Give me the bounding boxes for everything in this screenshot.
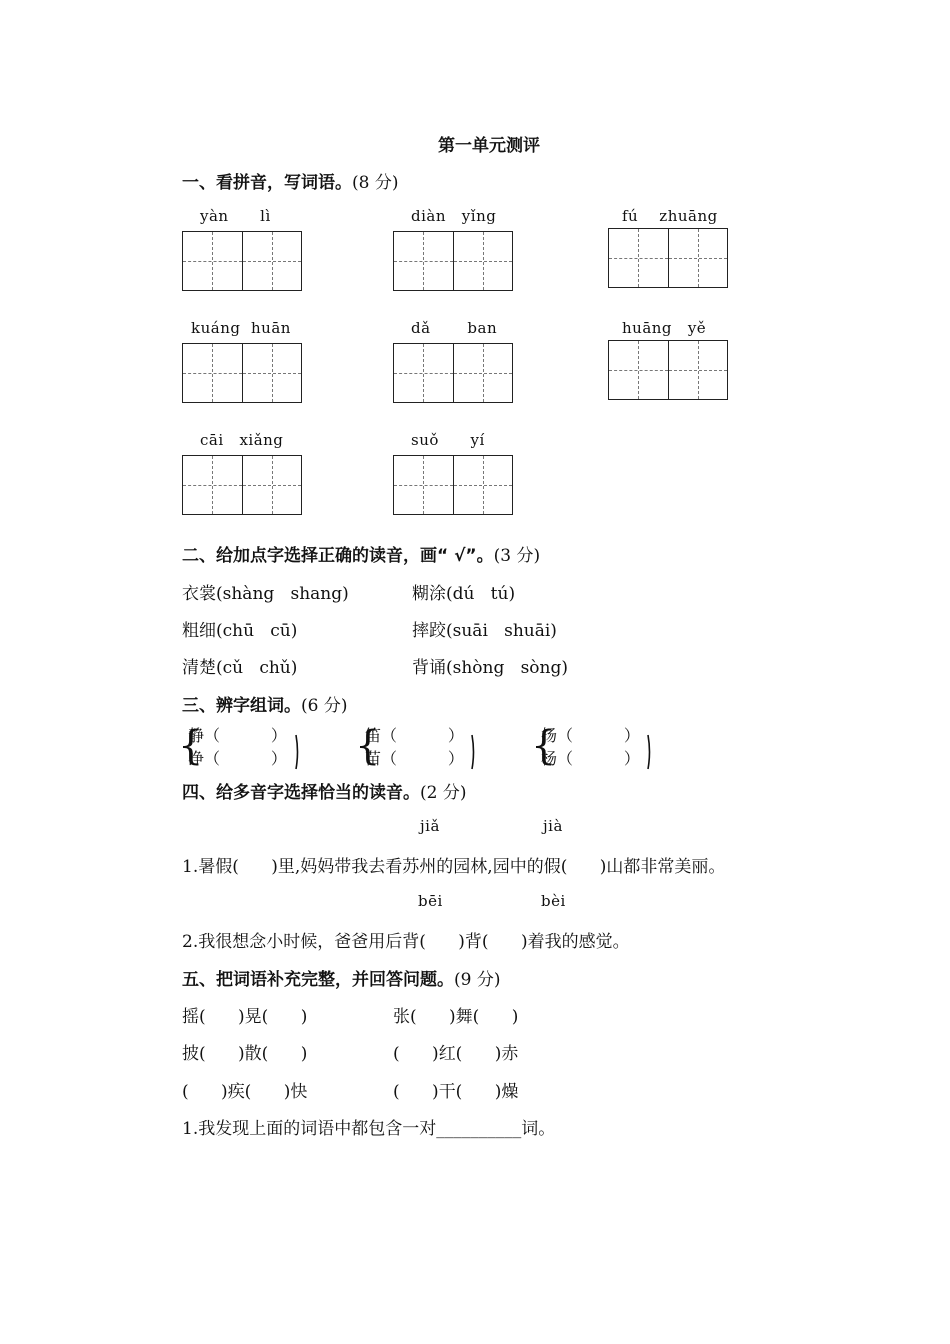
right-bracket	[293, 734, 301, 770]
section-2-heading	[182, 541, 540, 566]
pinyin-6: huāng yě	[622, 319, 707, 337]
pinyin-7: cāi xiǎng	[200, 431, 284, 449]
fill-word-6[interactable]: ( )干( )燥	[393, 1082, 519, 1102]
section-1-points: (8 分)	[352, 173, 399, 193]
page-title: 第一单元测评	[438, 136, 540, 156]
section-1-title: 一、看拼音，写词语。	[182, 173, 352, 193]
section-3-heading	[182, 691, 347, 716]
writing-grid-5[interactable]	[393, 343, 513, 403]
section-5-title: 五、把词语补充完整，并回答问题。	[182, 970, 454, 990]
fill-word-4[interactable]: ( )红( )赤	[393, 1044, 519, 1064]
reading-choice-5[interactable]: 清楚(cǔ chǔ)	[182, 658, 298, 678]
left-brace: {	[178, 723, 204, 769]
pinyin-jia3: jiǎ	[420, 817, 440, 835]
section-1-heading	[182, 168, 398, 193]
fill-word-3[interactable]: 披( )散( )	[182, 1044, 308, 1064]
word-group-1-bottom[interactable]: 净（ ）	[188, 749, 287, 768]
word-group-2-bottom[interactable]: 苗（ ）	[365, 749, 464, 768]
reading-choice-3[interactable]: 粗细(chū cū)	[182, 621, 298, 641]
section-4-points: (2 分)	[420, 783, 467, 803]
fill-word-1[interactable]: 摇( )晃( )	[182, 1007, 308, 1027]
right-bracket	[645, 734, 653, 770]
word-group-2-top[interactable]: 笛（ ）	[365, 726, 464, 745]
pinyin-bei4: bèi	[541, 892, 566, 910]
fill-word-2[interactable]: 张( )舞( )	[393, 1007, 519, 1027]
left-brace: {	[355, 723, 381, 769]
question-5-1[interactable]: 1.我发现上面的词语中都包含一对__________词。	[182, 1119, 556, 1139]
reading-choice-2[interactable]: 糊涂(dú tú)	[412, 584, 516, 604]
section-4-heading	[182, 778, 466, 803]
pinyin-bei1: bēi	[418, 892, 443, 910]
section-3-title: 三、辨字组词。	[182, 696, 301, 716]
pinyin-2: diàn yǐng	[411, 207, 497, 225]
reading-choice-4[interactable]: 摔跤(suāi shuāi)	[412, 621, 557, 641]
reading-choice-1[interactable]: 衣裳(shàng shang)	[182, 584, 349, 604]
writing-grid-3[interactable]	[608, 228, 728, 288]
section-5-heading	[182, 965, 500, 990]
writing-grid-6[interactable]	[608, 340, 728, 400]
question-4-2[interactable]: 2.我很想念小时候，爸爸用后背( )背( )着我的感觉。	[182, 932, 630, 952]
writing-grid-2[interactable]	[393, 231, 513, 291]
reading-choice-6[interactable]: 背诵(shòng sòng)	[412, 658, 569, 678]
pinyin-4: kuáng huān	[191, 319, 291, 337]
right-bracket	[469, 734, 477, 770]
pinyin-5: dǎ ban	[411, 319, 498, 337]
writing-grid-4[interactable]	[182, 343, 302, 403]
section-4-title: 四、给多音字选择恰当的读音。	[182, 783, 420, 803]
word-group-3-bottom[interactable]: 杨（ ）	[541, 749, 640, 768]
pinyin-jia4: jià	[543, 817, 563, 835]
word-group-3-top[interactable]: 扬（ ）	[541, 726, 640, 745]
word-group-1-top[interactable]: 静（ ）	[188, 726, 287, 745]
pinyin-1: yàn lì	[200, 207, 271, 225]
question-4-1[interactable]: 1.暑假( )里,妈妈带我去看苏州的园林,园中的假( )山都非常美丽。	[182, 857, 726, 877]
section-2-title: 二、给加点字选择正确的读音，画“ √”。	[182, 546, 494, 566]
section-3-points: (6 分)	[301, 696, 348, 716]
writing-grid-1[interactable]	[182, 231, 302, 291]
writing-grid-7[interactable]	[182, 455, 302, 515]
pinyin-8: suǒ yí	[411, 431, 485, 449]
section-2-points: (3 分)	[493, 546, 541, 566]
writing-grid-8[interactable]	[393, 455, 513, 515]
section-5-points: (9 分)	[454, 970, 501, 990]
pinyin-3: fú zhuāng	[622, 207, 718, 225]
left-brace: {	[531, 723, 557, 769]
fill-word-5[interactable]: ( )疾( )快	[182, 1082, 308, 1102]
